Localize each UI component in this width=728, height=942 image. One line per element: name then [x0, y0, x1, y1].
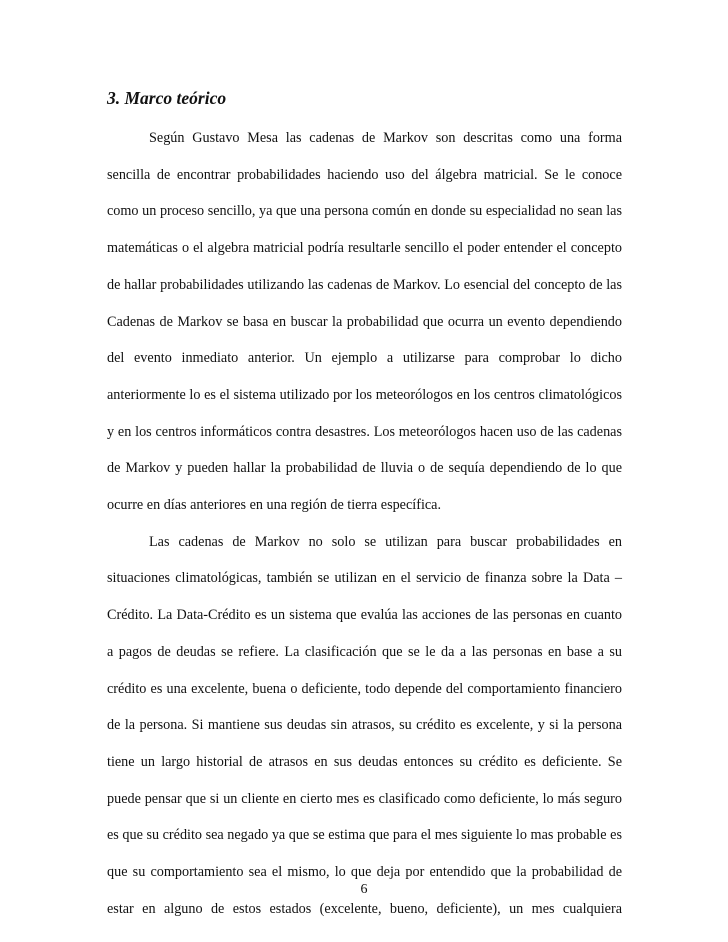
section-heading: 3. Marco teórico	[107, 88, 227, 108]
page-number: 6	[360, 882, 368, 897]
body-text	[107, 120, 622, 927]
paragraph-data-credito: Las cadenas de Markov no solo se utilizan para buscar probabilidades en situaciones climatológicas, también se utilizan en el servicio de finanza sobre la Data – Crédito. La Data-Crédito es un sistema que evalúa las acciones de las personas en cuanto a pagos de deudas se refiere. La clasificación que se le da a las personas en base a su crédito es una excelente, buena o deficiente, todo depende del comportamiento financiero de la persona. Si mantiene sus deudas sin atrasos, su crédito es excelente, y si la persona tiene un largo historial de atrasos en sus deudas entonces su crédito es deficiente. Se puede pensar que si un cliente en cierto mes es clasificado como deficiente, lo más seguro es que su crédito sea negado ya que se estima que para el mes siguiente lo mas probable es que su comportamiento sea el mismo, lo que deja por entendido que la probabilidad de estar en alguno de estos estados (excelente, bueno, deficiente), un mes cualquiera	[107, 533, 622, 917]
paragraph-markov-definition: Según Gustavo Mesa las cadenas de Markov son descritas como una forma sencilla de encontrar probabilidades haciendo uso del álgebra matricial. Se le conoce como un proceso sencillo, ya que una persona común en donde su especialidad no sean las matemáticas o el algebra matricial podría resultarle sencillo el poder entender el concepto de hallar probabilidades utilizando las cadenas de Markov. Lo esencial del concepto de las Cadenas de Markov se basa en buscar la probabilidad que ocurra un evento dependiendo del evento inmediato anterior. Un ejemplo a utilizarse para comprobar lo dicho anteriormente lo es el sistema utilizado por los meteorólogos en los centros climatológicos y en los centros informáticos contra desastres. Los meteorólogos hacen uso de las cadenas de Markov y pueden hallar la probabilidad de lluvia o de sequía dependiendo de lo que ocurre en días anteriores en una región de tierra específica.	[107, 130, 622, 514]
